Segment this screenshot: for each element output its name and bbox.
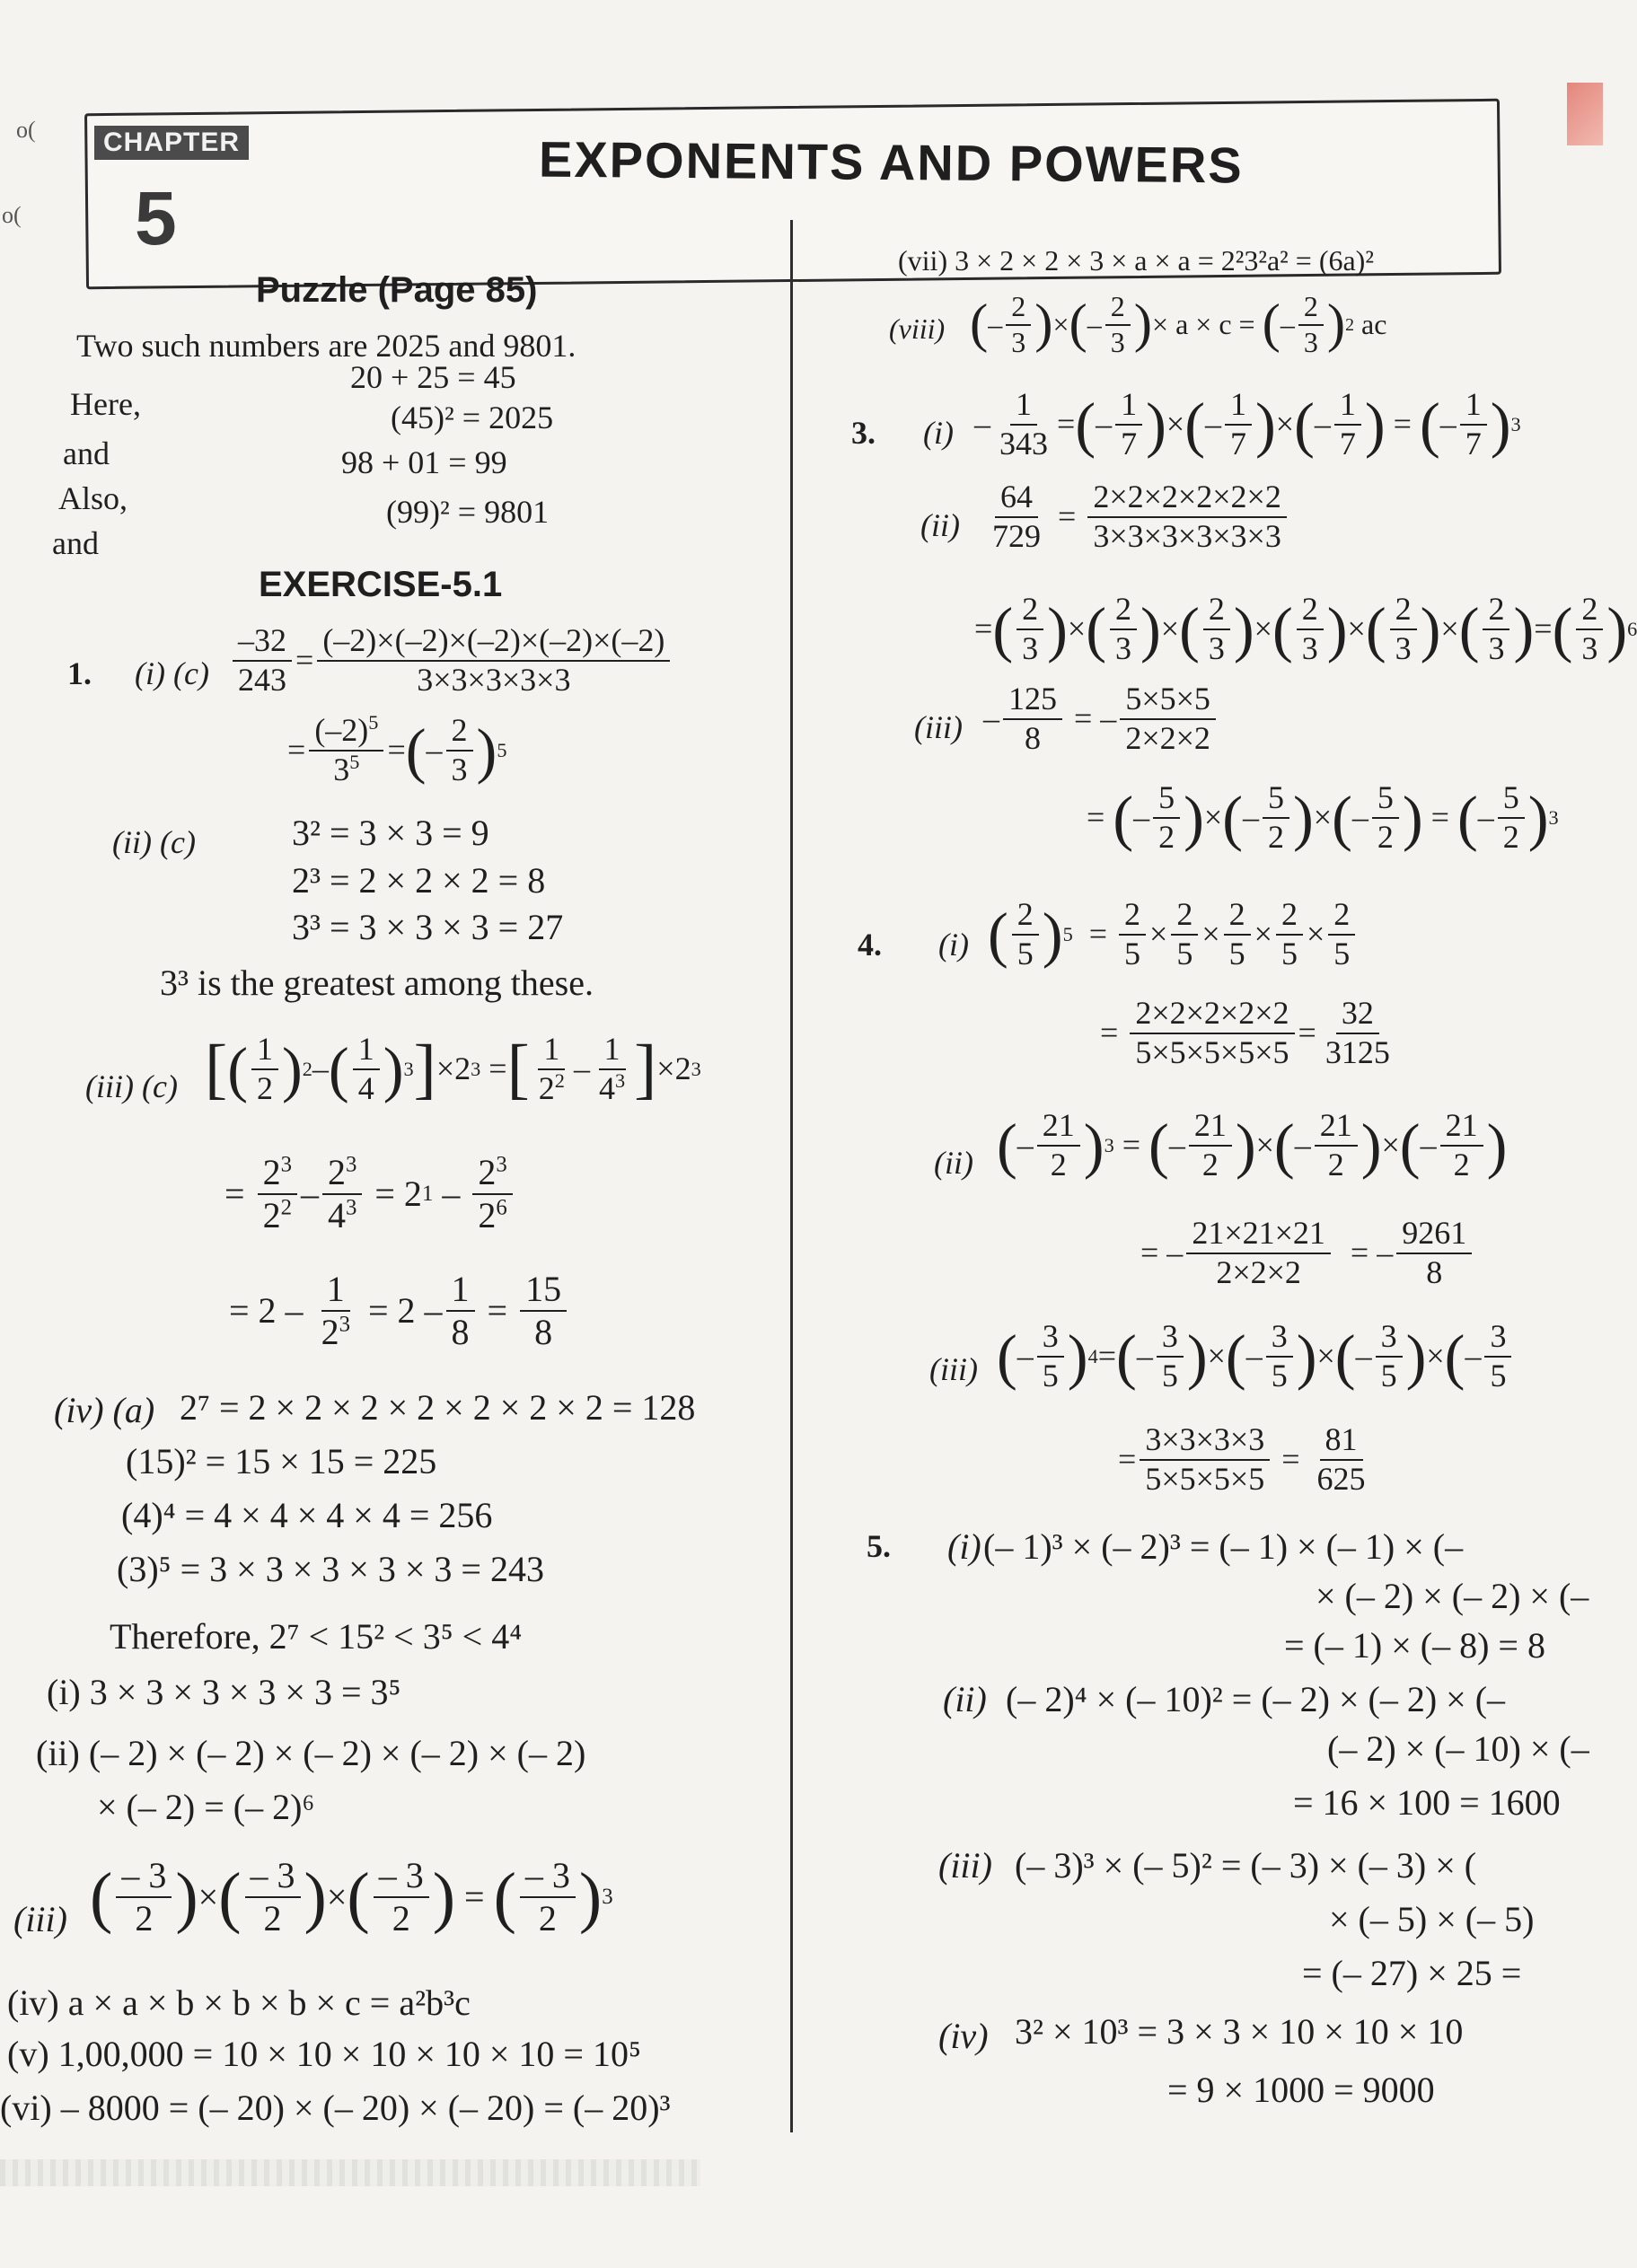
part-label: (iv) (a) bbox=[54, 1390, 155, 1430]
puzzle-eq: (99)² = 9801 bbox=[386, 494, 550, 530]
part-label: (i) (c) bbox=[135, 655, 209, 691]
puzzle-and: and bbox=[52, 525, 99, 561]
puzzle-heading: Puzzle (Page 85) bbox=[256, 270, 538, 310]
part-label: (iii) bbox=[938, 1845, 992, 1886]
puzzle-here: Here, bbox=[70, 386, 141, 422]
q1-iii-equation: [ ( $\frac{1}{2}$ ) 2 – ( $\frac{1}{4}$ ) 3 ] ×2 3 = [ $\frac{1}{2^2}$ – $\frac{1}{4^3}$ ] ×2 3 bbox=[205, 1031, 701, 1106]
math-line: = (– 27) × 25 = bbox=[1302, 1953, 1522, 1993]
math-line: = 16 × 100 = 1600 bbox=[1293, 1782, 1561, 1823]
math-line: (15)² = 15 × 15 = 225 bbox=[126, 1441, 437, 1481]
q4-i-equation: ( $\frac{2}{5}$ ) 5 = $\frac{2}{5}$ × $\frac{2}{5}$ × $\frac{2}{5}$ × $\frac{2}{5}$ × $\frac{2}{5}$ bbox=[988, 898, 1359, 971]
q1-i-result: = $\frac{(-2)^5}{3^5}$ = ( – $\frac{2}{3}$ ) 5 bbox=[287, 711, 507, 787]
scan-noise bbox=[0, 2159, 700, 2186]
math-line: (i) 3 × 3 × 3 × 3 × 3 = 3⁵ bbox=[47, 1672, 401, 1712]
question-number: 3. bbox=[851, 415, 876, 451]
math-line: (vii) 3 × 2 × 2 × 3 × a × a = 2²3²a² = (6a)² bbox=[898, 244, 1374, 277]
chapter-label: CHAPTER bbox=[94, 126, 249, 160]
q2-iii-equation: ( $\frac{- 3}{2}$ ) × ( $\frac{- 3}{2}$ ) × ( $\frac{- 3}{2}$ ) = ( $\frac{- 3}{2}$ ) 3 bbox=[90, 1855, 613, 1938]
q4-ii-equation: ( – $\frac{21}{2}$ ) 3 = ( – $\frac{21}{2}$ ) × ( – $\frac{21}{2}$ ) × ( – $\frac{21}{2}$ ) bbox=[997, 1107, 1508, 1182]
part-label: (ii) (c) bbox=[112, 824, 196, 860]
q1-iii-step: = $\frac{2^3}{2^2}$ – $\frac{2^3}{4^3}$ = 2 1 – $\frac{2^3}{2^6}$ bbox=[224, 1154, 516, 1235]
math-line: × (– 2) × (– 2) × (– bbox=[1316, 1576, 1589, 1616]
q3-iii-result: = ( – $\frac{5}{2}$ ) × ( – $\frac{5}{2}$ ) × ( – $\frac{5}{2}$ ) = ( – $\frac{5}{2}$ ) 3 bbox=[1087, 779, 1559, 855]
q1-iii-result: = 2 – $\frac{1}{2^3}$ = 2 – $\frac{1}{8}$ = $\frac{15}{8}$ bbox=[229, 1270, 570, 1351]
puzzle-also: Also, bbox=[58, 480, 128, 516]
part-label: (ii) bbox=[934, 1145, 973, 1181]
puzzle-eq: (45)² = 2025 bbox=[391, 400, 554, 435]
conclusion-line: 3³ is the greatest among these. bbox=[160, 963, 594, 1003]
q1-i-equation: $\frac{-32}{243}$ = $\frac{(-2)\times(-2)\times(-2)\times(-2)\times(-2)}{3\times 3\times 3\times 3\times 3}$ bbox=[229, 624, 673, 698]
math-line: (– 2)⁴ × (– 10)² = (– 2) × (– 2) × (– bbox=[1006, 1679, 1506, 1719]
math-line: (vi) – 8000 = (– 20) × (– 20) × (– 20) = (– 20)³ bbox=[0, 2088, 671, 2128]
math-line: (– 3)³ × (– 5)² = (– 3) × (– 3) × ( bbox=[1015, 1845, 1477, 1886]
math-line: = (– 1) × (– 8) = 8 bbox=[1284, 1625, 1545, 1666]
part-label: (viii) bbox=[889, 312, 946, 345]
math-line: (3)⁵ = 3 × 3 × 3 × 3 × 3 = 243 bbox=[117, 1549, 544, 1589]
page-title: EXPONENTS AND POWERS bbox=[538, 130, 1244, 194]
q3-ii-result: = ( $\frac{2}{3}$ ) × ( $\frac{2}{3}$ ) × ( $\frac{2}{3}$ ) × ( $\frac{2}{3}$ ) × ( $\frac{2}{3}$ ) × ( $\frac{2}{3}$ ) = ( $\frac{2}{3}$ ) 6 bbox=[974, 591, 1637, 666]
question-number: 4. bbox=[858, 927, 882, 963]
part-label: (iii) (c) bbox=[85, 1068, 178, 1104]
math-line: (4)⁴ = 4 × 4 × 4 × 4 = 256 bbox=[121, 1495, 493, 1535]
math-line: 3² × 10³ = 3 × 3 × 10 × 10 × 10 bbox=[1015, 2011, 1464, 2052]
part-label: (iii) bbox=[914, 709, 963, 745]
q3-i-equation: – $\frac{1}{343}$ = ( – $\frac{1}{7}$ ) × ( – $\frac{1}{7}$ ) × ( – $\frac{1}{7}$ ) = ( – $\frac{1}{7}$ ) 3 bbox=[974, 386, 1521, 462]
chapter-number: 5 bbox=[135, 176, 177, 260]
question-number: 1. bbox=[67, 655, 92, 691]
math-line: (ii) (– 2) × (– 2) × (– 2) × (– 2) × (– 2) bbox=[36, 1733, 586, 1773]
math-line: (iv) a × a × b × b × b × c = a²b³c bbox=[7, 1982, 471, 2023]
math-line: 3² = 3 × 3 = 9 bbox=[292, 813, 489, 853]
puzzle-and: and bbox=[63, 435, 110, 471]
math-line: (– 2) × (– 10) × (– bbox=[1327, 1728, 1589, 1769]
math-line: × (– 2) = (– 2)⁶ bbox=[97, 1787, 315, 1827]
part-label: (iv) bbox=[938, 2016, 989, 2056]
part-label: (i) bbox=[938, 927, 969, 963]
q4-iii-result: = $\frac{3\times 3\times 3\times 3}{5\times 5\times 5\times 5}$ = $\frac{81}{625}$ bbox=[1118, 1421, 1366, 1497]
math-line: (– 1)³ × (– 2)³ = (– 1) × (– 1) × (– bbox=[983, 1526, 1464, 1567]
part-label: (ii) bbox=[920, 507, 960, 543]
page-corner-tab bbox=[1567, 83, 1603, 145]
math-line: × (– 5) × (– 5) bbox=[1329, 1899, 1535, 1939]
puzzle-intro: Two such numbers are 2025 and 9801. bbox=[76, 328, 576, 364]
q3-ii-equation: $\frac{64}{729}$ = $\frac{2\times 2\times 2\times 2\times 2\times 2}{3\times 3\times 3\times 3\times 3\times 3}$ bbox=[983, 480, 1290, 554]
margin-scribble: o( bbox=[16, 117, 36, 143]
q4-i-result: = $\frac{2\times 2\times 2\times 2\times 2}{5\times 5\times 5\times 5\times 5}$ = $\frac{32}{3125}$ bbox=[1100, 995, 1390, 1070]
q4-ii-result: = – $\frac{21\times 21\times 21}{2\times 2\times 2}$ = – $\frac{9261}{8}$ bbox=[1140, 1217, 1475, 1290]
margin-scribble: o( bbox=[2, 202, 22, 228]
exercise-heading: EXERCISE-5.1 bbox=[259, 565, 503, 604]
math-line: 2³ = 2 × 2 × 2 = 8 bbox=[292, 860, 546, 901]
math-line: 3³ = 3 × 3 × 3 = 27 bbox=[292, 907, 564, 947]
math-line: = 9 × 1000 = 9000 bbox=[1167, 2070, 1435, 2110]
math-line: 2⁷ = 2 × 2 × 2 × 2 × 2 × 2 × 2 = 128 bbox=[180, 1387, 696, 1428]
conclusion-line: Therefore, 2⁷ < 15² < 3⁵ < 4⁴ bbox=[110, 1616, 523, 1657]
part-label: (ii) bbox=[943, 1679, 987, 1719]
part-label: (i) bbox=[923, 415, 954, 451]
q2-viii-equation: ( – $\frac{2}{3}$ ) × ( – $\frac{2}{3}$ ) × a × c = ( – $\frac{2}{3}$ ) 2 ac bbox=[970, 290, 1387, 358]
part-label: (i) bbox=[947, 1526, 981, 1567]
question-number: 5. bbox=[867, 1528, 891, 1564]
q3-iii-equation: – $\frac{125}{8}$ = – $\frac{5\times 5\times 5}{2\times 2\times 2}$ bbox=[983, 682, 1219, 756]
math-line: (v) 1,00,000 = 10 × 10 × 10 × 10 × 10 = 10⁵ bbox=[7, 2034, 641, 2074]
puzzle-eq: 98 + 01 = 99 bbox=[341, 444, 507, 480]
column-divider bbox=[790, 220, 793, 2132]
puzzle-eq: 20 + 25 = 45 bbox=[350, 359, 516, 395]
part-label: (iii) bbox=[13, 1899, 67, 1939]
q4-iii-equation: ( – $\frac{3}{5}$ ) 4 = ( – $\frac{3}{5}$ ) × ( – $\frac{3}{5}$ ) × ( – $\frac{3}{5}$ ) × ( – $\frac{3}{5}$ bbox=[997, 1320, 1515, 1393]
part-label: (iii) bbox=[929, 1351, 978, 1387]
